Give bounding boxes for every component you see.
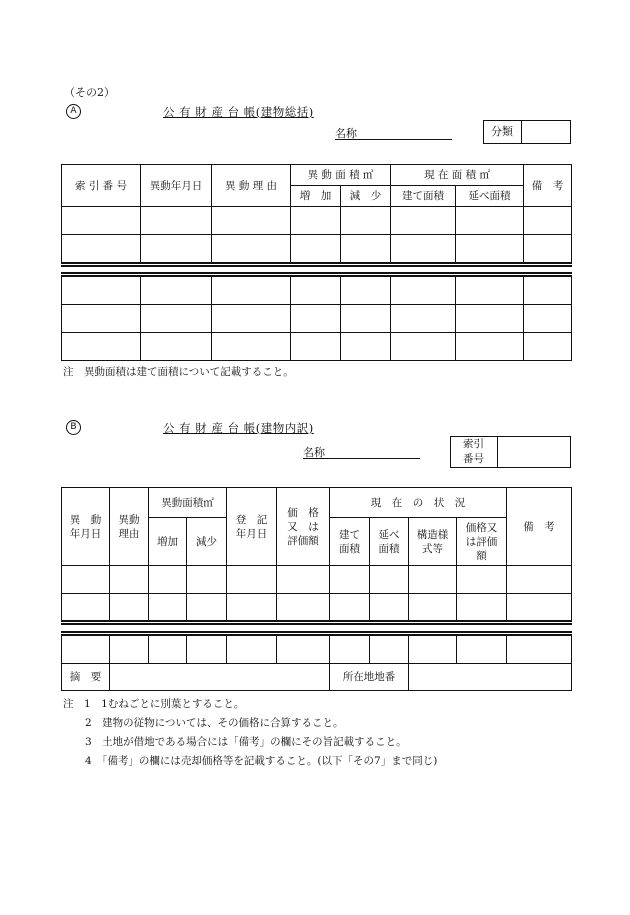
hdr-b-change-area: 異動面積㎡: [149, 488, 227, 518]
cell[interactable]: [141, 207, 212, 235]
cell[interactable]: [110, 594, 149, 622]
cell[interactable]: [212, 207, 291, 235]
section-b-index-label: 索引 番号: [450, 437, 498, 467]
cell[interactable]: [330, 566, 370, 594]
hdr-b-bld-area: 建て 面積: [330, 518, 370, 566]
hdr-change-date: 異動年月日: [141, 165, 212, 207]
cell[interactable]: [141, 305, 212, 333]
hdr-b-price: 価 格 又 は 評価額: [277, 488, 330, 566]
cell[interactable]: [409, 594, 457, 622]
cell[interactable]: [62, 636, 110, 664]
hdr-b-structure: 構造様 式等: [409, 518, 457, 566]
location-label: 所在地地番: [330, 664, 409, 691]
cell[interactable]: [62, 305, 141, 333]
cell[interactable]: [187, 594, 227, 622]
cell[interactable]: [341, 235, 391, 263]
cell[interactable]: [456, 305, 524, 333]
cell[interactable]: [227, 636, 277, 664]
section-b-table-top: [61, 487, 572, 622]
cell[interactable]: [62, 235, 141, 263]
location-field[interactable]: [409, 664, 572, 691]
cell[interactable]: [141, 333, 212, 361]
cell[interactable]: [291, 305, 341, 333]
cell[interactable]: [291, 277, 341, 305]
cell[interactable]: [212, 277, 291, 305]
section-b-note-4: 4 「備考」の欄には売却価格等を記載すること。(以下「その7」まで同じ): [85, 755, 438, 767]
table-row: [62, 277, 572, 305]
cell[interactable]: [456, 277, 524, 305]
cell[interactable]: [456, 333, 524, 361]
cell[interactable]: [227, 566, 277, 594]
cell[interactable]: [62, 594, 110, 622]
cell[interactable]: [524, 277, 572, 305]
cell[interactable]: [391, 235, 456, 263]
cell[interactable]: [110, 636, 149, 664]
cell[interactable]: [457, 594, 507, 622]
hdr-b-reg-date: 登 記 年月日: [227, 488, 277, 566]
section-a-name-label: 名称: [335, 127, 357, 140]
section-b-table-bottom: [61, 635, 572, 691]
cell[interactable]: [391, 305, 456, 333]
cell[interactable]: [457, 566, 507, 594]
hdr-building-area: 建て面積: [391, 186, 456, 207]
table-row: [62, 207, 572, 235]
cell[interactable]: [341, 207, 391, 235]
cell[interactable]: [507, 594, 572, 622]
table-row: [62, 235, 572, 263]
section-b-note-3: 3 土地が借地である場合には「備考」の欄にその旨記載すること。: [85, 736, 407, 748]
section-b-note-2: 2 建物の従物については、その価格に合算すること。: [85, 717, 344, 729]
section-b-name-label: 名称: [303, 446, 325, 459]
table-row: [62, 566, 572, 594]
cell[interactable]: [212, 305, 291, 333]
section-a-table-bottom: [61, 276, 572, 361]
table-row: [62, 333, 572, 361]
cell[interactable]: [341, 333, 391, 361]
hdr-change-reason: 異 動 理 由: [212, 165, 291, 207]
hdr-b-floor-area: 延べ 面積: [370, 518, 409, 566]
cell[interactable]: [330, 594, 370, 622]
table-row: [62, 636, 572, 664]
cell[interactable]: [456, 207, 524, 235]
cell[interactable]: [149, 594, 187, 622]
hdr-remarks: 備 考: [524, 165, 572, 207]
hdr-b-increase: 増加: [149, 518, 187, 566]
cell[interactable]: [370, 594, 409, 622]
section-a-note: 注 異動面積は建て面積について記載すること。: [63, 366, 294, 378]
section-b-note-1: 注 1 1むねごとに別葉とすること。: [63, 698, 245, 710]
section-a-mark: A: [66, 104, 81, 119]
section-a-title: 公 有 財 産 台 帳(建物総括): [163, 105, 314, 119]
hdr-b-remarks: 備 考: [507, 488, 572, 566]
cell[interactable]: [277, 594, 330, 622]
hdr-current-area: 現 在 面 積 ㎡: [391, 165, 524, 186]
cell[interactable]: [370, 636, 409, 664]
hdr-b-change-date: 異 動 年月日: [62, 488, 110, 566]
section-b-mark: B: [66, 420, 81, 435]
cell[interactable]: [524, 333, 572, 361]
cell[interactable]: [212, 235, 291, 263]
cell[interactable]: [330, 636, 370, 664]
cell[interactable]: [141, 277, 212, 305]
cell[interactable]: [524, 305, 572, 333]
cell[interactable]: [291, 207, 341, 235]
summary-field[interactable]: [110, 664, 330, 691]
cell[interactable]: [370, 566, 409, 594]
cell[interactable]: [62, 566, 110, 594]
cell[interactable]: [141, 235, 212, 263]
hdr-b-current-status: 現 在 の 状 況: [330, 488, 507, 518]
cell[interactable]: [187, 636, 227, 664]
cell[interactable]: [227, 594, 277, 622]
cell[interactable]: [187, 566, 227, 594]
hdr-increase: 増 加: [291, 186, 341, 207]
cell[interactable]: [212, 333, 291, 361]
page-label: （その2）: [64, 86, 115, 99]
cell[interactable]: [110, 566, 149, 594]
cell[interactable]: [507, 636, 572, 664]
section-a-separator: [61, 262, 572, 267]
cell[interactable]: [291, 235, 341, 263]
table-row: [62, 305, 572, 333]
hdr-b-decrease: 減少: [187, 518, 227, 566]
summary-label: 摘 要: [62, 664, 110, 691]
hdr-change-area: 異 動 面 積 ㎡: [291, 165, 391, 186]
cell[interactable]: [277, 636, 330, 664]
section-a-table-top: [61, 164, 572, 263]
section-b-name-field[interactable]: [303, 444, 420, 459]
cell[interactable]: [62, 277, 141, 305]
hdr-index-no: 索 引 番 号: [62, 165, 141, 207]
cell[interactable]: [149, 636, 187, 664]
cell[interactable]: [409, 566, 457, 594]
hdr-b-price-eval: 価格又 は評価 額: [457, 518, 507, 566]
cell[interactable]: [391, 277, 456, 305]
cell[interactable]: [524, 235, 572, 263]
section-a-name-field[interactable]: [335, 125, 452, 140]
cell[interactable]: [524, 207, 572, 235]
cell[interactable]: [409, 636, 457, 664]
table-row: [62, 594, 572, 622]
cell[interactable]: [291, 333, 341, 361]
cell[interactable]: [391, 207, 456, 235]
hdr-floor-area: 延べ面積: [456, 186, 524, 207]
cell[interactable]: [341, 305, 391, 333]
cell[interactable]: [341, 277, 391, 305]
cell[interactable]: [456, 235, 524, 263]
section-b-title: 公 有 財 産 台 帳(建物内訳): [163, 421, 314, 435]
cell[interactable]: [62, 333, 141, 361]
section-b-separator: [61, 620, 572, 625]
hdr-decrease: 減 少: [341, 186, 391, 207]
cell[interactable]: [457, 636, 507, 664]
cell[interactable]: [62, 207, 141, 235]
cell[interactable]: [391, 333, 456, 361]
cell[interactable]: [277, 566, 330, 594]
hdr-b-change-reason: 異動 理由: [110, 488, 149, 566]
cell[interactable]: [507, 566, 572, 594]
section-a-class-label: 分類: [483, 120, 522, 144]
cell[interactable]: [149, 566, 187, 594]
